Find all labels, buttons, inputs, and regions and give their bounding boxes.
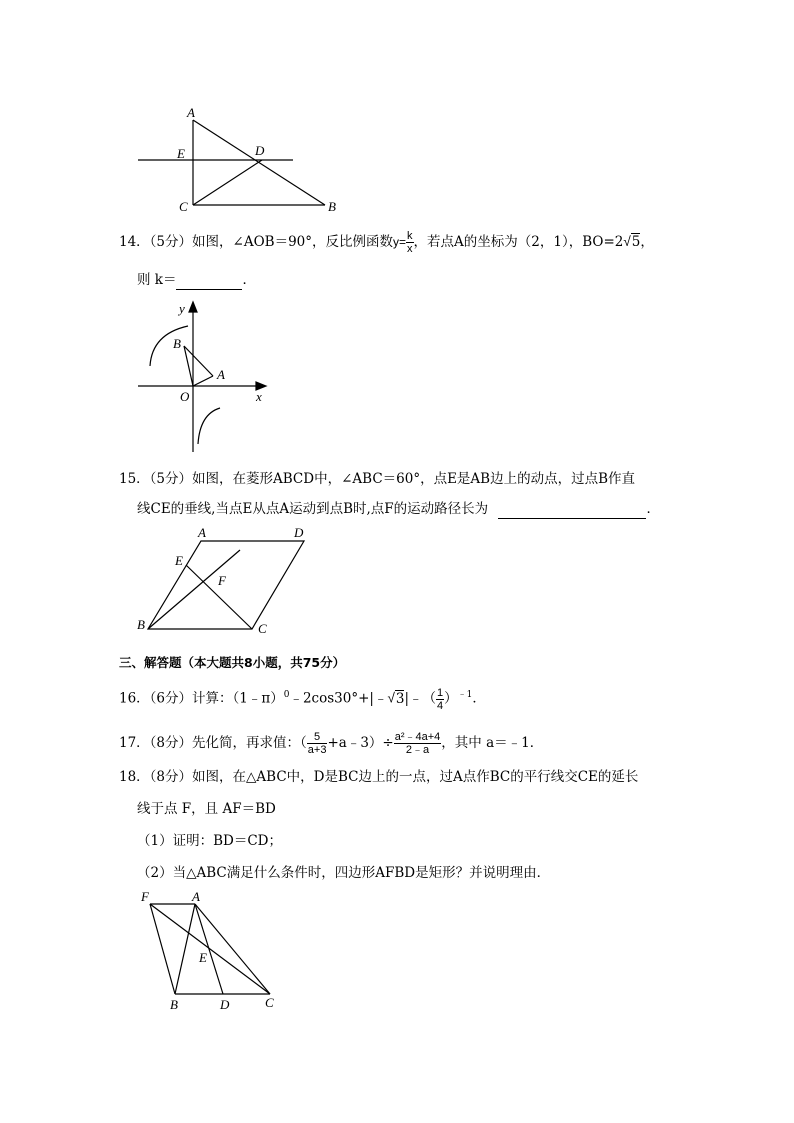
- question-15-line2: 线CE的垂线,当点E从点A运动到点B时,点F的运动路径长为 ．: [137, 501, 660, 517]
- segment-ac: [195, 904, 270, 994]
- label-c: C: [179, 199, 188, 214]
- section-heading-3: 三、解答题（本大题共8小题，共75分）: [119, 655, 346, 670]
- fraction-5-over-a-plus-3: $\frac{5}{a+3}$: [307, 731, 327, 756]
- label-x: x: [256, 389, 262, 404]
- question-14-line1: 14．（5分）如图，∠AOB＝90°，反比例函数y= $\frac{k}{x}$ ，若点A的坐标为（2，1），BO=2√5，: [119, 230, 654, 255]
- fraction-1-over-4: $\frac{1}{4}$: [437, 686, 444, 712]
- label-a: A: [217, 367, 225, 382]
- question-18-line1: 18．（8分）如图，在△ABC中，D是BC边上的一点，过A点作BC的平行线交CE的延长: [119, 769, 639, 785]
- label-b: B: [170, 997, 178, 1012]
- label-b: B: [328, 199, 336, 214]
- label-e: E: [199, 950, 207, 965]
- label-a: A: [192, 889, 200, 904]
- label-c: C: [265, 995, 274, 1010]
- label-e: E: [175, 553, 183, 568]
- label-e: E: [177, 146, 185, 161]
- label-d: D: [294, 525, 304, 540]
- fraction-k-over-x: $\frac{k}{x}$: [407, 230, 413, 255]
- sqrt-3: 3: [395, 690, 405, 707]
- label-a: A: [198, 525, 206, 540]
- segment-fb: [150, 904, 175, 994]
- question-18-part2: （2）当△ABC满足什么条件时，四边形AFBD是矩形？并说明理由．: [137, 865, 551, 881]
- fraction-quadratic-over-2-minus-a: $\frac{\text{a²﹣4a+4}}{2﹣a}$: [394, 731, 441, 756]
- label-f: F: [218, 573, 226, 588]
- sqrt-5: 5: [631, 234, 641, 250]
- question-15-line1: 15．（5分）如图，在菱形ABCD中，∠ABC＝60°，点E是AB边上的动点，过点B作直: [119, 471, 636, 487]
- label-b: B: [137, 617, 145, 632]
- segment-fc: [150, 904, 270, 994]
- label-a: A: [187, 105, 195, 120]
- label-d: D: [220, 997, 230, 1012]
- question-18-line2: 线于点 F，且 AF＝BD: [137, 801, 276, 817]
- label-o: O: [180, 389, 190, 404]
- segment-ab: [175, 904, 195, 994]
- question-16: 16．（6分）计算：（1﹣π）$^0$﹣2cos30°+|﹣√3|﹣（ $\frac{1}{4}$ ）$^{﹣1}$．: [119, 686, 486, 712]
- label-d: D: [255, 143, 265, 158]
- label-f: F: [141, 889, 149, 904]
- question-14-line2: 则 k＝ ．: [137, 272, 256, 288]
- question-17: 17．（8分）先化简，再求值：（ $\frac{5}{a+3}$ +a﹣3）÷ $\frac{\text{a²﹣4a+4}}{2﹣a}$ ，其中 a＝﹣1．: [119, 731, 544, 756]
- label-y: y: [179, 301, 185, 316]
- question-18-part1: （1）证明：BD＝CD；: [137, 833, 282, 849]
- label-b: B: [173, 336, 181, 351]
- label-c: C: [258, 621, 267, 636]
- segment-ad: [195, 904, 223, 994]
